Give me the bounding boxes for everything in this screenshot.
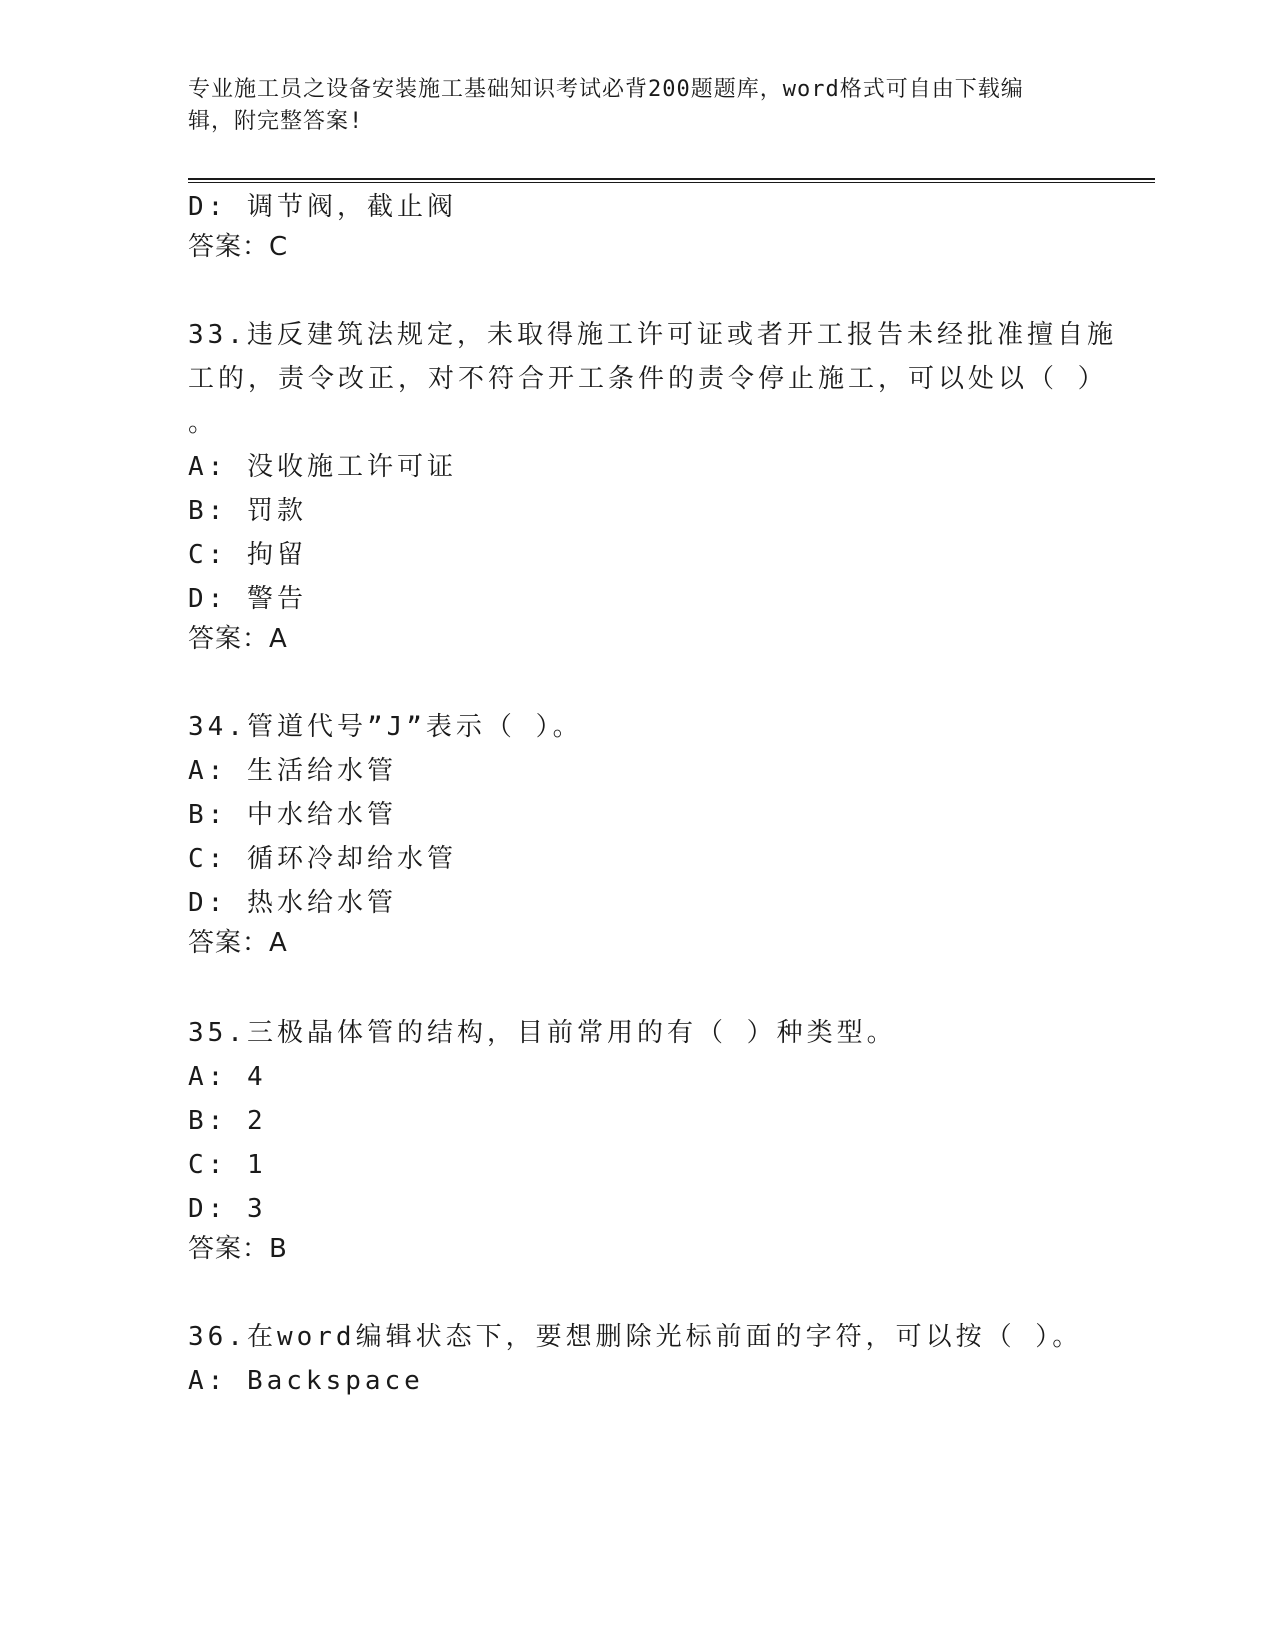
q34-answer: 答案：A (188, 928, 288, 958)
q33-stem-line2: 工的，责令改正，对不符合开工条件的责令停止施工，可以处以（ ） (188, 364, 1108, 394)
q33-option-c: C: 拘留 (188, 540, 307, 570)
prev-answer: 答案：C (188, 232, 289, 262)
q33-stem-line3: 。 (188, 408, 219, 438)
q34-option-c: C: 循环冷却给水管 (188, 844, 457, 874)
q34-option-b: B: 中水给水管 (188, 800, 397, 830)
prev-option-d: D: 调节阀，截止阀 (188, 192, 457, 222)
q33-answer: 答案：A (188, 624, 288, 654)
q35-answer: 答案：B (188, 1234, 288, 1264)
q34-stem: 34.管道代号”J”表示（ ）。 (188, 712, 583, 742)
q36-option-a: A: Backspace (188, 1366, 424, 1396)
q34-option-d: D: 热水给水管 (188, 888, 397, 918)
q35-stem: 35.三极晶体管的结构，目前常用的有（ ）种类型。 (188, 1018, 897, 1048)
q33-stem-line1: 33.违反建筑法规定，未取得施工许可证或者开工报告未经批准擅自施 (188, 320, 1117, 350)
q33-option-a: A: 没收施工许可证 (188, 452, 457, 482)
q34-option-a: A: 生活给水管 (188, 756, 397, 786)
q35-option-c: C: 1 (188, 1150, 267, 1180)
q35-option-d: D: 3 (188, 1194, 267, 1224)
q35-option-a: A: 4 (188, 1062, 267, 1092)
header-title: 专业施工员之设备安装施工基础知识考试必背200题题库，word格式可自由下载编辑，附完整答案! (188, 77, 1024, 134)
q35-option-b: B: 2 (188, 1106, 267, 1136)
q33-option-b: B: 罚款 (188, 496, 307, 526)
page-header (188, 74, 1068, 138)
q36-stem: 36.在word编辑状态下，要想删除光标前面的字符，可以按（ ）。 (188, 1322, 1083, 1352)
q33-option-d: D: 警告 (188, 584, 307, 614)
header-divider (188, 178, 1155, 183)
